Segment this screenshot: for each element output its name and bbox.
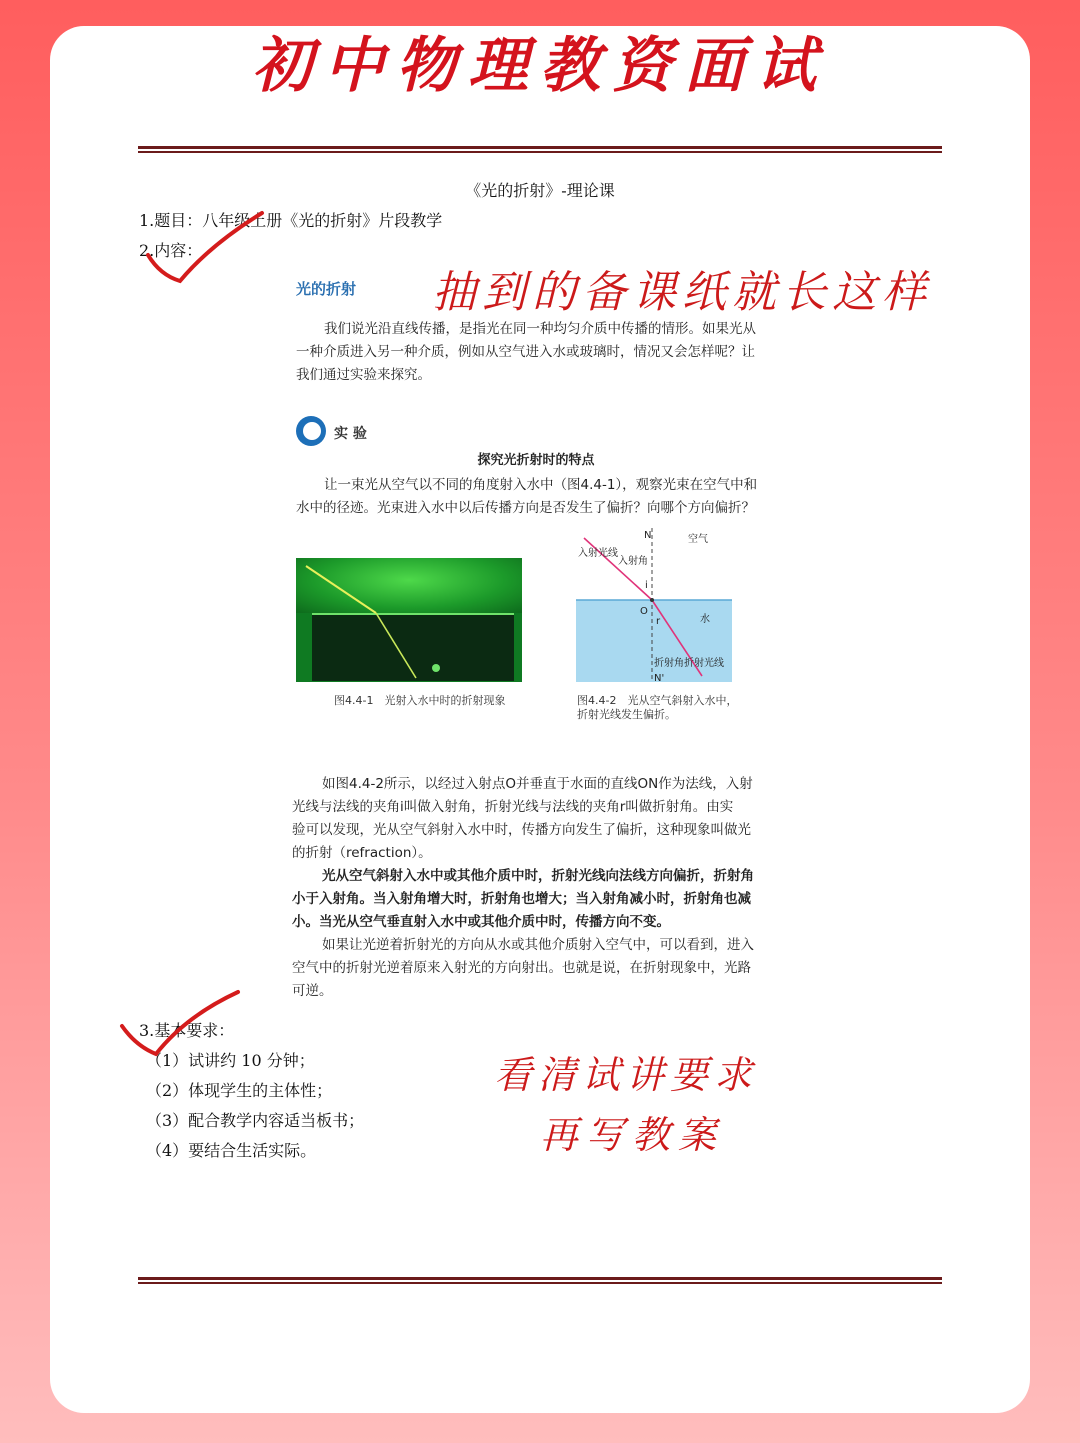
incident-ray-label: 入射光线 xyxy=(578,548,618,559)
textbook-intro xyxy=(296,318,756,387)
conclusion-line: 光从空气斜射入水中或其他介质中时，折射光线向法线方向偏折，折射角 xyxy=(322,868,754,884)
water-label: 水 xyxy=(700,614,710,625)
reversibility-line: 如果让光逆着折射光的方向从水或其他介质射入空气中，可以看到，进入 xyxy=(322,937,754,953)
requirement-item: （3）配合教学内容适当板书； xyxy=(146,1111,365,1130)
water-region xyxy=(576,600,732,682)
incident-angle-label: 入射角 xyxy=(618,556,648,567)
point-o-label: O xyxy=(640,606,648,617)
intro-line: 我们说光沿直线传播，是指光在同一种均匀介质中传播的情形。如果光从 xyxy=(324,321,756,337)
experiment-title: 探究光折射时的特点 xyxy=(477,453,595,468)
page-title: 初中物理教资面试 xyxy=(252,31,828,101)
experiment-line: 水中的径迹。光束进入水中以后传播方向是否发生了偏折？向哪个方向偏折？ xyxy=(296,500,755,516)
experiment-text xyxy=(296,474,757,520)
annotation-note-1: 抽到的备课纸就长这样 xyxy=(432,267,932,318)
item-topic: 1.题目：八年级上册《光的折射》片段教学 xyxy=(139,211,443,230)
normal-label: N xyxy=(644,530,652,541)
requirement-item: （1）试讲约 10 分钟； xyxy=(146,1051,315,1070)
air-label: 空气 xyxy=(688,534,708,545)
angle-i-label: i xyxy=(645,580,648,591)
intro-line: 我们通过实验来探究。 xyxy=(296,367,431,383)
reversibility-line: 可逆。 xyxy=(292,983,333,999)
refraction-diagram xyxy=(574,526,740,686)
item-requirements: 3.基本要求： xyxy=(139,1021,235,1040)
figure-2-caption xyxy=(577,694,737,722)
refracted-ray-label: 折射光线 xyxy=(684,658,724,669)
conclusion-line: 小。当光从空气垂直射入水中或其他介质中时，传播方向不变。 xyxy=(292,914,670,930)
annotation-note-3: 再写教案 xyxy=(540,1113,725,1157)
conclusion-line: 小于入射角。当入射角增大时，折射角也增大；当入射角减小时，折射角也减 xyxy=(292,891,751,907)
figure-1-caption: 图4.4-1 光射入水中时的折射现象 xyxy=(334,694,506,707)
top-divider xyxy=(138,146,942,153)
experiment-icon xyxy=(296,416,326,446)
requirement-item: （4）要结合生活实际。 xyxy=(146,1141,317,1160)
experiment-label: 实 验 xyxy=(334,426,367,442)
textbook-heading: 光的折射 xyxy=(296,280,357,298)
requirement-item: （2）体现学生的主体性； xyxy=(146,1081,333,1100)
experiment-line: 让一束光从空气以不同的角度射入水中（图4.4-1），观察光束在空气中和 xyxy=(324,477,758,493)
normal-bottom-label: N' xyxy=(654,673,665,684)
lesson-title: 《光的折射》-理论课 xyxy=(465,181,615,200)
annotation-note-2: 看清试讲要求 xyxy=(494,1053,759,1097)
check-mark-icon xyxy=(140,205,270,290)
angle-r-label: r xyxy=(656,616,661,627)
reversibility-line: 空气中的折射光逆着原来入射光的方向射出。也就是说，在折射现象中，光路 xyxy=(292,960,751,976)
figure-2-caption-line: 折射光线发生偏折。 xyxy=(577,708,676,721)
refraction-angle-label: 折射角 xyxy=(654,658,684,669)
refraction-photo xyxy=(296,558,522,682)
photo-light-beam xyxy=(296,558,522,682)
intro-line: 一种介质进入另一种介质，例如从空气进入水或玻璃时，情况又会怎样呢？让 xyxy=(296,344,755,360)
body-line: 的折射（refraction）。 xyxy=(292,845,432,861)
body-line: 验可以发现，光从空气斜射入水中时，传播方向发生了偏折，这种现象叫做光 xyxy=(292,822,751,838)
figure-2-caption-line: 图4.4-2 光从空气斜射入水中， xyxy=(577,694,738,707)
bottom-divider xyxy=(138,1277,942,1284)
textbook-body xyxy=(292,773,754,1003)
item-content: 2.内容： xyxy=(139,241,203,260)
body-line: 光线与法线的夹角i叫做入射角，折射光线与法线的夹角r叫做折射角。由实 xyxy=(292,799,734,815)
body-line: 如图4.4-2所示，以经过入射点O并垂直于水面的直线ON作为法线，入射 xyxy=(322,776,753,792)
